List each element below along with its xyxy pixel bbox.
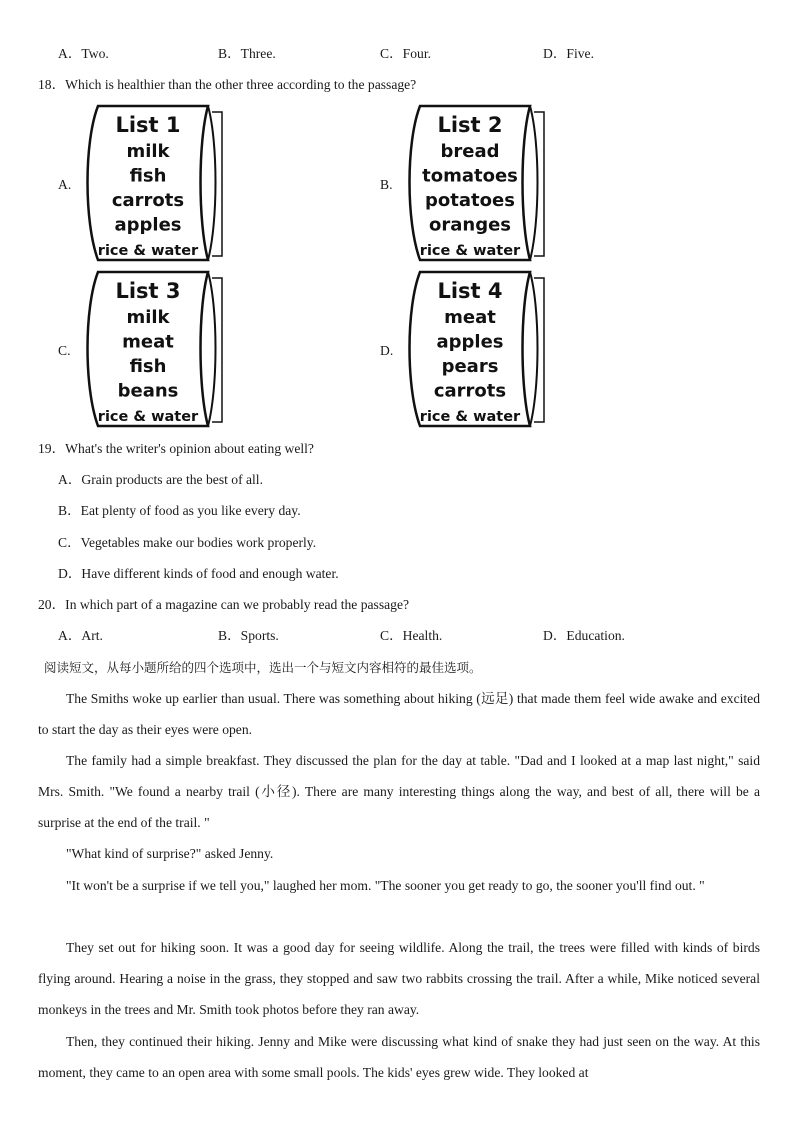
option-letter: B．: [218, 46, 241, 61]
q18-question: 18．Which is healthier than the other three according to the passage?: [38, 77, 417, 92]
option-text: Grain products are the best of all.: [81, 472, 263, 487]
list-scroll-graphic: [402, 102, 550, 264]
q17-option-d[interactable]: [543, 45, 594, 63]
option-letter: D．: [543, 628, 567, 643]
list-item: tomatoes: [422, 165, 518, 187]
passage-paragraph-5: [38, 932, 760, 1025]
list-item: bread: [440, 141, 500, 162]
passage-paragraph-6: [38, 1026, 760, 1088]
scroll-curl: [530, 106, 538, 260]
q19-question: 19．What's the writer's opinion about eating well?: [38, 441, 314, 456]
passage-paragraph-3: [38, 838, 760, 869]
list-title: List 2: [437, 113, 503, 137]
list-item: apples: [436, 331, 504, 353]
list-item: fish: [129, 356, 167, 377]
option-text: Eat plenty of food as you like every day.: [80, 503, 301, 518]
list-item: carrots: [111, 190, 185, 211]
option-letter: D．: [58, 566, 82, 581]
option-text: Sports.: [240, 628, 279, 643]
list-card-2: [402, 102, 550, 264]
option-text: Have different kinds of food and enough water.: [81, 566, 339, 581]
list-card-4: [402, 268, 550, 430]
list-scroll-graphic: [80, 102, 228, 264]
list-item: rice & water: [419, 409, 521, 425]
passage-paragraph-1: [38, 683, 760, 745]
option-letter: C．: [380, 46, 403, 61]
list-item: meat: [122, 331, 174, 353]
option-letter: A．: [58, 46, 82, 61]
list-card-1: [80, 102, 228, 264]
q17-option-a[interactable]: [58, 45, 109, 63]
q18-option-b-letter[interactable]: B.: [380, 177, 393, 192]
option-letter: B．: [218, 628, 241, 643]
list-title: List 4: [437, 279, 503, 303]
list-item: rice & water: [97, 409, 199, 425]
option-text: Education.: [566, 628, 625, 643]
q18-option-d-letter[interactable]: D.: [380, 343, 394, 358]
option-letter: D．: [543, 46, 567, 61]
q18-option-c-letter[interactable]: C.: [58, 343, 71, 358]
list-item: milk: [126, 141, 170, 162]
list-item: meat: [444, 307, 496, 328]
q20-option-b[interactable]: [218, 627, 279, 645]
list-item: apples: [114, 214, 182, 236]
list-item: oranges: [428, 214, 512, 236]
paragraph-text: The Smiths woke up earlier than usual. There was something about hiking (远足) that made them feel wide awake and excited to start the day as their eyes were open.: [38, 691, 760, 737]
paragraph-text: "It won't be a surprise if we tell you," laughed her mom. "The sooner you get ready to go, the sooner you'll find out. ": [66, 878, 705, 893]
paragraph-text: The family had a simple breakfast. They discussed the plan for the day at table. "Dad and I looked at a map last night," said Mrs. Smith. "We found a nearby trail (小径). There are many interesting things along the way, and best of all, there will be a surprise at the end of the trail. ": [38, 753, 760, 830]
list-item: beans: [117, 380, 179, 402]
q19-option-d[interactable]: [58, 565, 339, 583]
paragraph-text: "What kind of surprise?" asked Jenny.: [66, 846, 274, 861]
option-text: Health.: [402, 628, 443, 643]
list-scroll-graphic: [80, 268, 228, 430]
list-card-3: [80, 268, 228, 430]
option-letter: C．: [58, 535, 81, 550]
option-letter: C．: [380, 628, 403, 643]
q20-question: 20．In which part of a magazine can we probably read the passage?: [38, 597, 410, 612]
option-text: Art.: [81, 628, 103, 643]
option-text: Vegetables make our bodies work properly.: [80, 535, 317, 550]
list-item: potatoes: [425, 190, 515, 211]
q19-option-b[interactable]: [58, 502, 301, 520]
list-item: carrots: [433, 380, 507, 402]
scroll-curl: [208, 106, 216, 260]
option-text: Five.: [566, 46, 594, 61]
list-item: milk: [126, 307, 170, 328]
q18-option-a-letter[interactable]: A.: [58, 177, 72, 192]
list-item: rice & water: [97, 243, 199, 259]
scroll-curl: [530, 272, 538, 426]
list-item: rice & water: [419, 243, 521, 259]
option-text: Two.: [81, 46, 109, 61]
q20-option-d[interactable]: [543, 627, 625, 645]
list-title: List 3: [115, 279, 181, 303]
reading-instruction: 阅读短文，从每小题所给的四个选项中，选出一个与短文内容相符的最佳选项。: [44, 660, 482, 675]
option-letter: B．: [58, 503, 81, 518]
q19-option-a[interactable]: [58, 471, 263, 489]
option-letter: A．: [58, 628, 82, 643]
q20-option-c[interactable]: [380, 627, 442, 645]
list-title: List 1: [115, 113, 181, 137]
option-text: Three.: [240, 46, 276, 61]
q20-option-a[interactable]: [58, 627, 103, 645]
passage-paragraph-4: [38, 870, 760, 901]
passage-paragraph-2: [38, 745, 760, 838]
option-letter: A．: [58, 472, 82, 487]
q17-option-b[interactable]: [218, 45, 276, 63]
list-scroll-graphic: [402, 268, 550, 430]
q17-option-c[interactable]: [380, 45, 431, 63]
option-text: Four.: [402, 46, 432, 61]
list-item: pears: [441, 356, 499, 377]
list-item: fish: [129, 165, 167, 187]
q19-option-c[interactable]: [58, 534, 316, 552]
paragraph-text: They set out for hiking soon. It was a good day for seeing wildlife. Along the trail, the trees were filled with kinds of birds flying around. Hearing a noise in the grass, they stopped and saw two rabbits crossing the trail. After a while, Mike noticed several monkeys in the trees and Mr. Smith took photos before they ran away.: [38, 940, 760, 1017]
scroll-curl: [208, 272, 216, 426]
paragraph-text: Then, they continued their hiking. Jenny and Mike were discussing what kind of snake they had just seen on the way. At this moment, they came to an open area with some small pools. The kids' eyes grew wide. They looked at: [38, 1034, 760, 1080]
